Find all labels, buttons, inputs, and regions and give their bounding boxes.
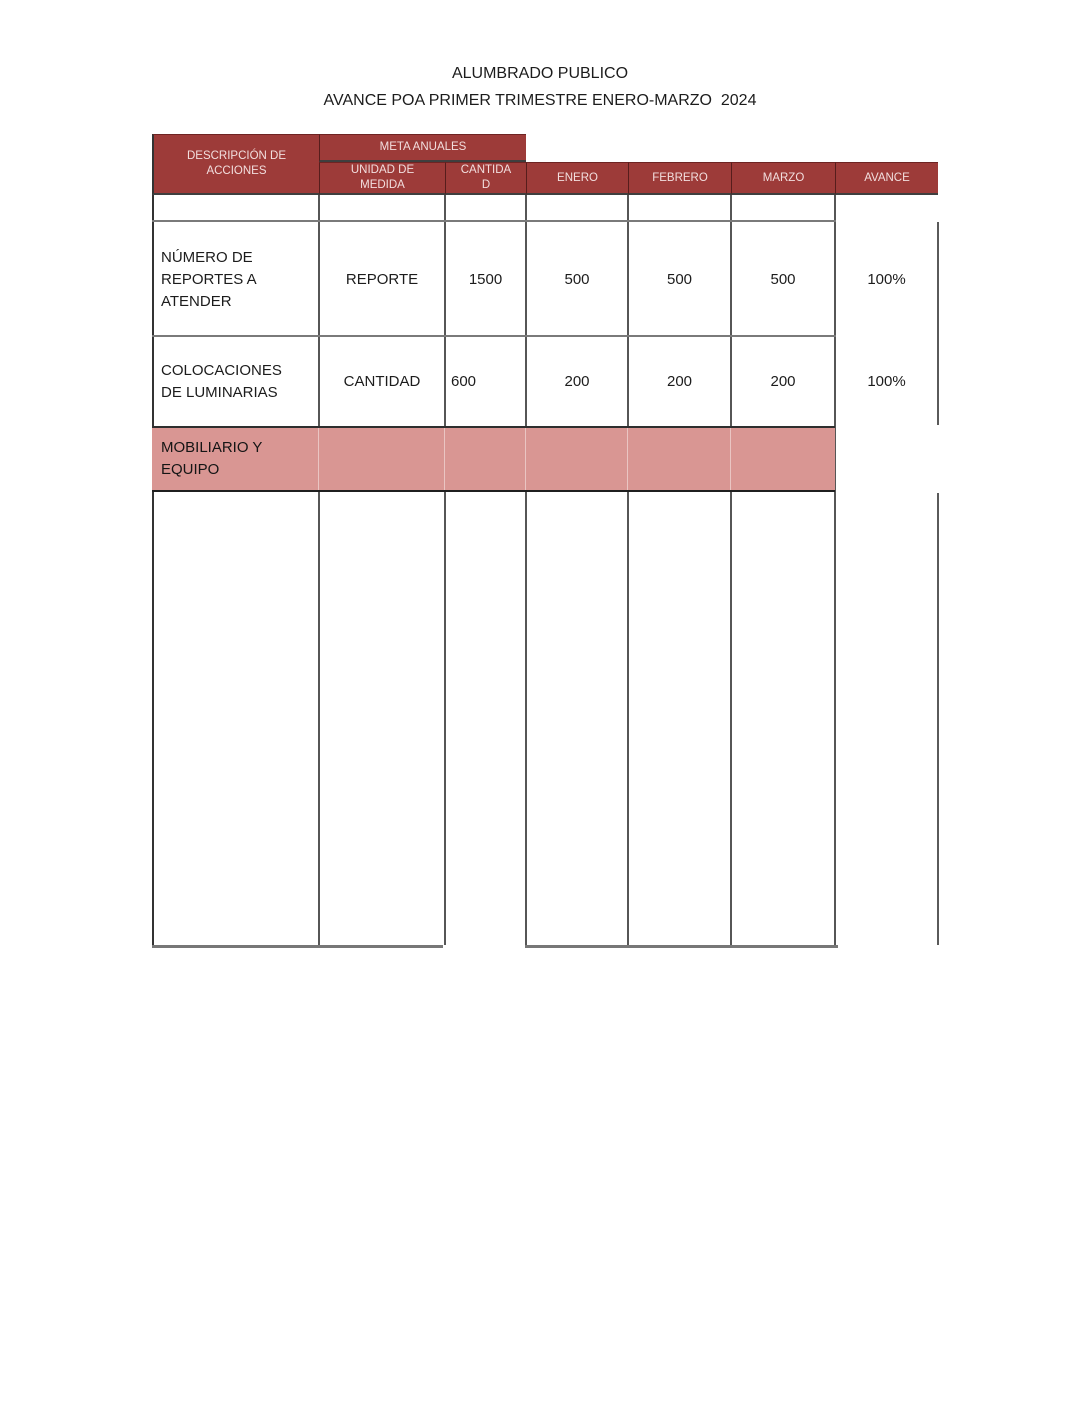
grid-line [627, 428, 628, 490]
grid-line [525, 428, 526, 490]
grid-line [318, 428, 319, 490]
header-cell-enero: ENERO [526, 162, 628, 195]
grid-line [730, 428, 731, 490]
cell-unidad-medida: REPORTE [345, 270, 419, 288]
header-cell-cantidad: CANTIDAD [445, 162, 526, 195]
grid-line [937, 493, 939, 945]
cell-febrero: 500 [666, 270, 693, 288]
page-subtitle: AVANCE POA PRIMER TRIMESTRE ENERO-MARZO 2024 [323, 92, 757, 109]
cell-descripcion: COLOCACIONES DE LUMINARIAS [161, 361, 282, 401]
cell-descripcion: NÚMERO DE REPORTES A ATENDER [161, 248, 256, 310]
cell-avance: 100% [867, 372, 906, 390]
cell-febrero: 200 [666, 372, 693, 390]
header-cell-febrero: FEBRERO [628, 162, 731, 195]
cell-enero: 200 [564, 372, 590, 390]
cell-enero: 500 [564, 270, 590, 288]
cell-avance: 100% [867, 270, 906, 288]
header-cell-meta-anuales: META ANUALES [319, 134, 526, 162]
header-cell-marzo: MARZO [731, 162, 835, 195]
section-label: MOBILIARIO Y EQUIPO [161, 439, 263, 478]
cell-unidad-medida: CANTIDAD [343, 372, 421, 390]
section-row-mobiliario [152, 426, 835, 492]
page-title: ALUMBRADO PUBLICO [451, 65, 629, 82]
cell-marzo: 200 [770, 372, 796, 390]
page-header [0, 60, 1080, 114]
grid-line [444, 428, 445, 490]
cell-cantidad: 600 [451, 372, 477, 390]
header-cell-descripcion: DESCRIPCIÓN DE ACCIONES [152, 134, 319, 195]
poa-table [152, 134, 938, 948]
header-cell-avance: AVANCE [835, 162, 938, 195]
table-bottom-border [525, 945, 838, 948]
cell-cantidad: 1500 [468, 270, 503, 288]
table-bottom-border [152, 945, 443, 948]
header-cell-unidad-medida: UNIDAD DE MEDIDA [319, 162, 445, 195]
cell-marzo: 500 [770, 270, 796, 288]
